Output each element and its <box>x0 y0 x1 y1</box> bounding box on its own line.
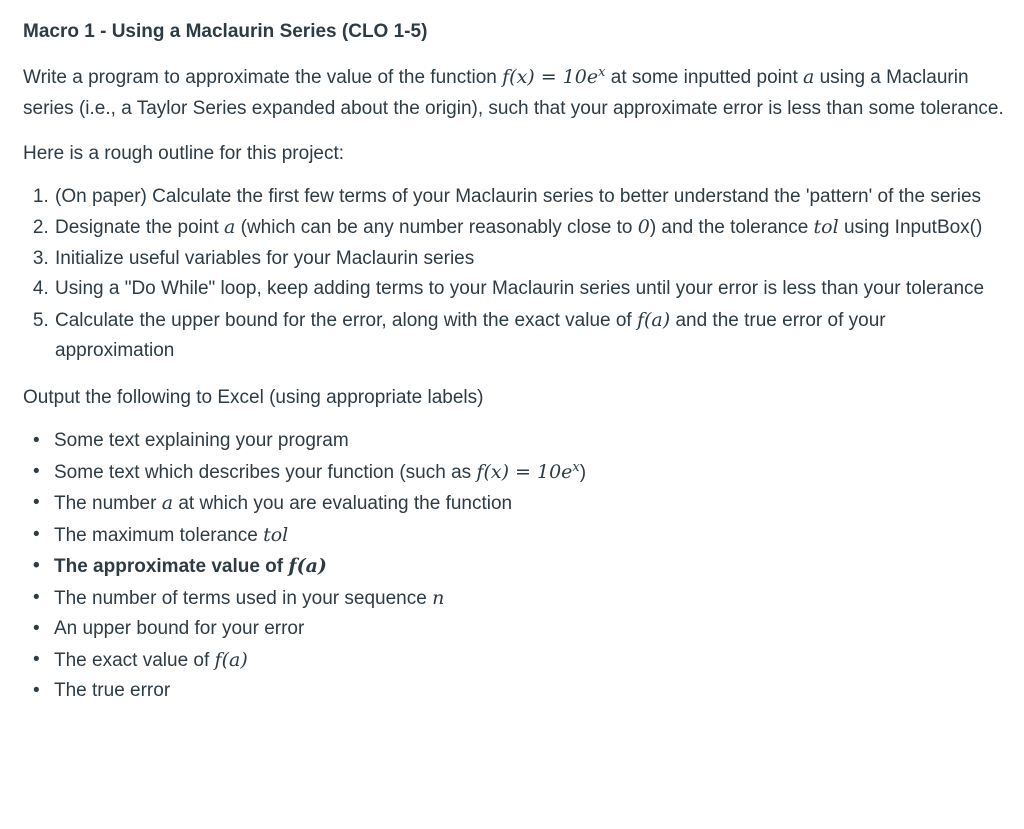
output-text: Some text explaining your program <box>54 430 349 451</box>
output-text: ) <box>579 461 587 483</box>
output-text: The exact value of <box>54 649 215 671</box>
output-item <box>33 457 1004 489</box>
step-math: tol <box>813 216 839 238</box>
bullet-icon: • <box>33 618 40 639</box>
step-item <box>54 182 1004 213</box>
equals-sign: = <box>534 66 563 88</box>
output-math: f(a) <box>214 648 248 671</box>
outline-lead: Here is a rough outline for this project: <box>23 143 345 164</box>
output-item <box>33 426 1004 457</box>
step-text: Calculate the upper bound for the error, along with the exact value of <box>55 309 637 331</box>
output-text: Some text which describes your function (such as <box>54 461 477 483</box>
step-text: using InputBox() <box>838 217 983 238</box>
output-item <box>33 583 1004 615</box>
output-math: f(a) <box>288 555 327 577</box>
bullet-icon: • <box>33 523 40 545</box>
intro-text-3: using a Maclaurin series (i.e., a Taylor Series expanded about the origin), such that your approximate error is less than some tolerance. <box>23 67 1004 119</box>
output-text: The number of terms used in your sequence <box>54 587 433 609</box>
intro-paragraph <box>23 62 1004 124</box>
step-text: Initialize useful variables for your Maclaurin series <box>55 247 475 269</box>
intro-text-2: at some inputted point <box>605 67 803 88</box>
step-text: ) and the tolerance <box>649 217 814 238</box>
step-text: Using a "Do While" loop, keep adding terms to your Maclaurin series until your error is less than your tolerance <box>55 278 985 299</box>
bullet-icon: • <box>33 492 40 513</box>
output-text: The number <box>54 493 162 514</box>
step-text: (On paper) Calculate the first few terms of your Maclaurin series to better understand the 'pattern' of the series <box>55 185 982 207</box>
outline-steps-list <box>23 182 1004 367</box>
bullet-icon: • <box>33 555 40 576</box>
output-item <box>33 488 1004 520</box>
step-item <box>54 212 1004 244</box>
output-item <box>33 520 1004 552</box>
output-item <box>33 645 1004 677</box>
output-math: = <box>509 460 537 483</box>
bullet-icon: • <box>33 680 40 701</box>
function-rhs-exponent: x <box>598 65 606 80</box>
step-math: a <box>224 216 236 238</box>
output-text: at which you are evaluating the function <box>173 493 513 514</box>
output-math-exponent: x <box>572 459 580 475</box>
page-title: Macro 1 - Using a Maclaurin Series (CLO 1-5) <box>23 21 428 42</box>
function-lhs: f(x) <box>502 66 535 88</box>
output-text: An upper bound for your error <box>54 618 305 639</box>
bullet-icon: • <box>33 460 40 482</box>
output-lead: Output the following to Excel (using appropriate labels) <box>23 386 484 408</box>
bullet-icon: • <box>33 430 40 451</box>
step-math: 0 <box>637 216 650 238</box>
step-text: (which can be any number reasonably close to <box>235 217 638 238</box>
variable-a: a <box>803 66 815 88</box>
output-item <box>33 614 1004 645</box>
output-math: n <box>432 586 445 609</box>
output-text: The approximate value of <box>54 556 289 577</box>
step-item <box>54 244 1004 275</box>
output-math: tol <box>263 523 289 546</box>
step-math: f(a) <box>636 308 671 331</box>
bullet-icon: • <box>33 586 40 608</box>
step-item <box>54 274 1004 305</box>
output-math: a <box>161 492 174 514</box>
intro-text-1: Write a program to approximate the value of the function <box>23 67 503 88</box>
bullet-icon: • <box>33 648 40 670</box>
output-text: The maximum tolerance <box>54 524 264 546</box>
step-item <box>54 305 1004 367</box>
step-text: and the true error of your approximation <box>55 309 886 361</box>
output-text: The true error <box>54 680 171 701</box>
output-item <box>33 551 1004 583</box>
step-text: Designate the point <box>55 217 225 238</box>
output-math: 10e <box>537 460 573 483</box>
output-item <box>33 676 1004 707</box>
output-math: f(x) <box>476 460 509 483</box>
function-rhs-coef: 10e <box>562 66 599 88</box>
output-list <box>23 426 1004 707</box>
